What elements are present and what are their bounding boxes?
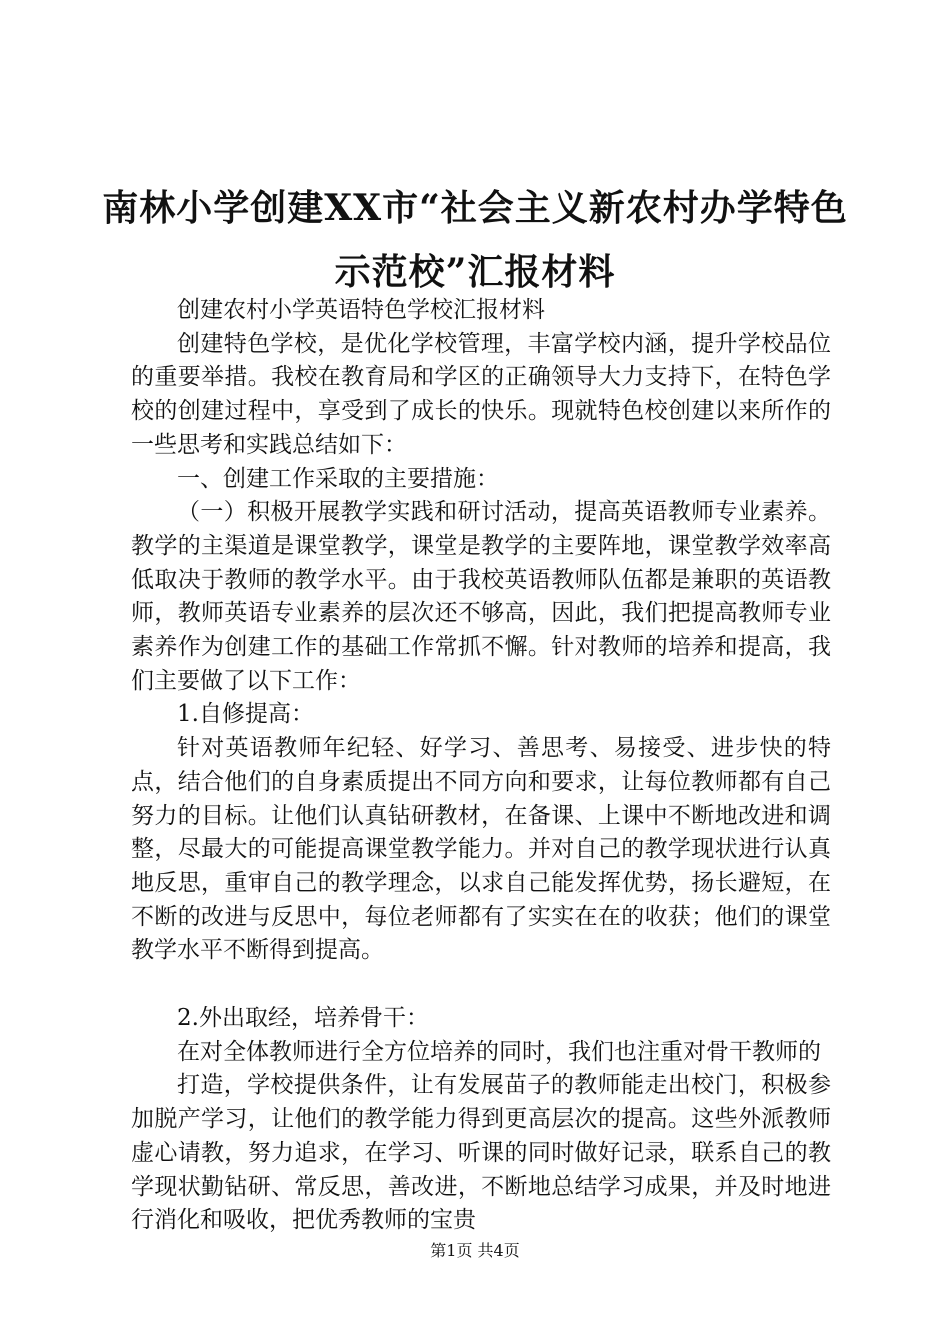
paragraph: 1.自修提高： xyxy=(177,701,314,728)
paragraph: 在对全体教师进行全方位培养的同时，我们也注重对骨干教师的 xyxy=(177,1038,821,1065)
page-number: 第1页 共4页 xyxy=(430,1241,520,1260)
paragraph: 创建农村小学英语特色学校汇报材料 xyxy=(177,297,545,323)
document-title: 南林小学创建XX市“社会主义新农村办学特色示范校”汇报材料 xyxy=(102,187,848,293)
paragraph: 一、创建工作采取的主要措施： xyxy=(177,465,499,492)
paragraph: 2.外出取经，培养骨干： xyxy=(177,1005,429,1032)
paragraph: 针对英语教师年纪轻、好学习、善思考、易接受、进步快的特点，结合他们的自身素质提出不同方向和要求，让每位教师都有自己努力的目标。让他们认真钻研教材，在备课、上课中不断地改进和调整，尽最大的可能提高课堂教学能力。并对自己的教学现状进行认真地反思，重审自己的教学理念，以求自己能发挥优势，扬长避短，在不断的改进与反思中，每位老师都有了实实在在的收获；他们的课堂教学水平不断得到提高。 xyxy=(131,735,831,964)
paragraph: （一）积极开展教学实践和研讨活动，提高英语教师专业素养。教学的主渠道是课堂教学，课堂是教学的主要阵地，课堂教学效率高低取决于教师的教学水平。由于我校英语教师队伍都是兼职的英语教师，教师英语专业素养的层次还不够高，因此，我们把提高教师专业素养作为创建工作的基础工作常抓不懈。针对教师的培养和提高，我们主要做了以下工作： xyxy=(131,499,831,694)
paragraph: 打造，学校提供条件，让有发展苗子的教师能走出校门，积极参加脱产学习，让他们的教学能力得到更高层次的提高。这些外派教师虚心请教，努力追求，在学习、听课的同时做好记录，联系自己的教学现状勤钻研、常反思，善改进，不断地总结学习成果，并及时地进行消化和吸收，把优秀教师的宝贵 xyxy=(131,1072,831,1234)
document-body xyxy=(131,294,831,1238)
paragraph: 创建特色学校，是优化学校管理，丰富学校内涵，提升学校品位的重要举措。我校在教育局和学区的正确领导大力支持下，在特色学校的创建过程中，享受到了成长的快乐。现就特色校创建以来所作的一些思考和实践总结如下： xyxy=(131,330,831,458)
